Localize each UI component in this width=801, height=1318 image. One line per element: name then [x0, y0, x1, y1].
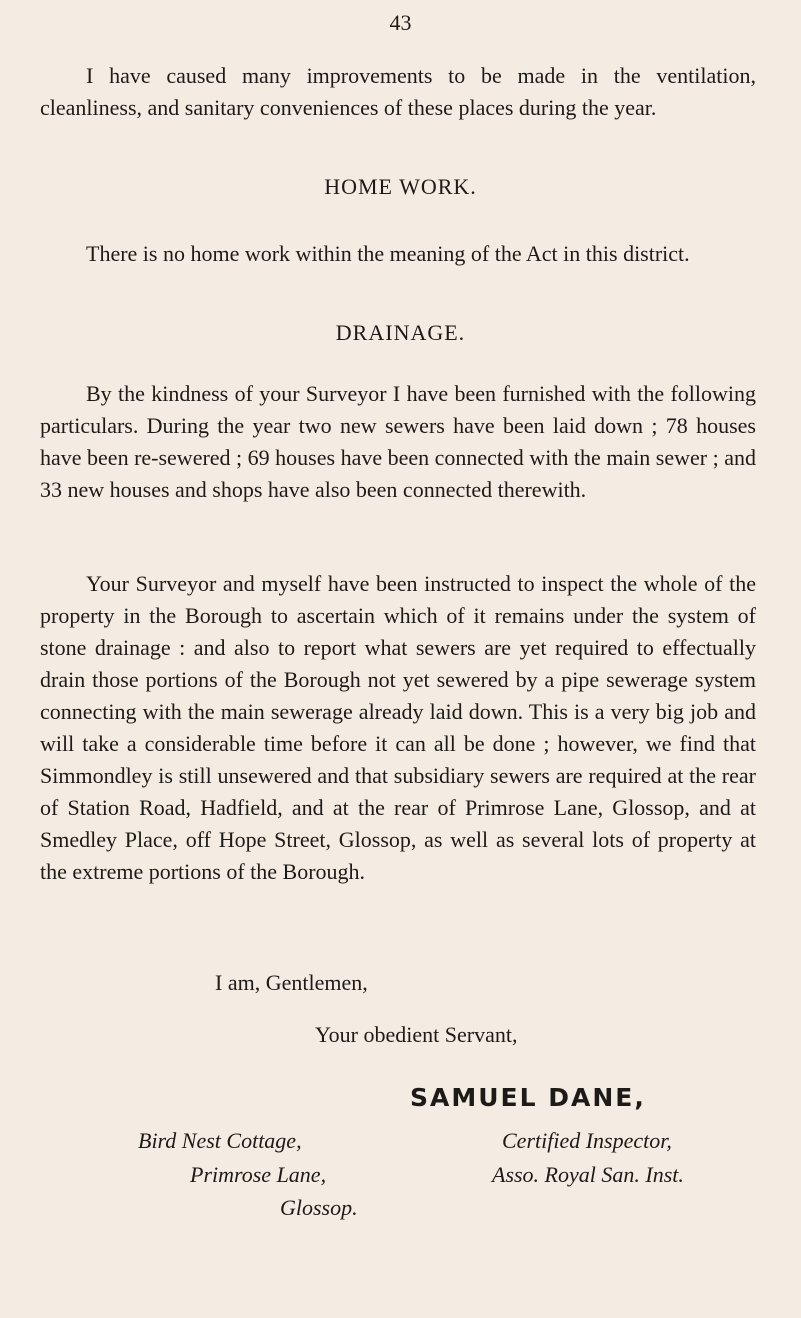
closing-valediction: Your obedient Servant,	[315, 1022, 518, 1047]
address-line-1: Bird Nest Cottage,	[138, 1128, 302, 1153]
page-number: 43	[389, 10, 412, 35]
signature-title-line-1: Certified Inspector,	[502, 1128, 672, 1153]
paragraph-improvements: I have caused many improvements to be made in the ventilation, cleanliness, and sanitary conveniences of these places during the year.	[40, 63, 756, 120]
heading-home-work: HOME WORK.	[324, 174, 477, 199]
paragraph-home-work: There is no home work within the meaning of the Act in this district.	[86, 241, 690, 266]
closing-salutation: I am, Gentlemen,	[215, 970, 368, 995]
paragraph-drainage-inspection: Your Surveyor and myself have been instructed to inspect the whole of the property in the Borough to ascertain which of it remains under the system of stone drainage : and also to report what sewers are yet required to effectually drain those portions of the Borough not yet sewered by a pipe sewerage system connecting with the main sewerage already laid down. This is a very big job and will take a considerable time before it can all be done ; however, we find that Simmondley is still unsewered and that subsidiary sewers are required at the rear of Station Road, Hadfield, and at the rear of Primrose Lane, Glossop, and at Smedley Place, off Hope Street, Glossop, as well as several lots of property at the extreme portions of the Borough.	[40, 571, 756, 884]
signature-name: SAMUEL DANE,	[410, 1083, 646, 1112]
heading-drainage: DRAINAGE.	[335, 320, 466, 345]
paragraph-drainage-particulars: By the kindness of your Surveyor I have been furnished with the following particulars. During the year two new sewers have been laid down ; 78 houses have been re-sewered ; 69 houses have been connected with the main sewer ; and 33 new houses and shops have also been connected therewith.	[40, 381, 756, 502]
address-line-3: Glossop.	[280, 1195, 358, 1220]
address-line-2: Primrose Lane,	[190, 1162, 327, 1187]
signature-title-line-2: Asso. Royal San. Inst.	[492, 1162, 684, 1187]
